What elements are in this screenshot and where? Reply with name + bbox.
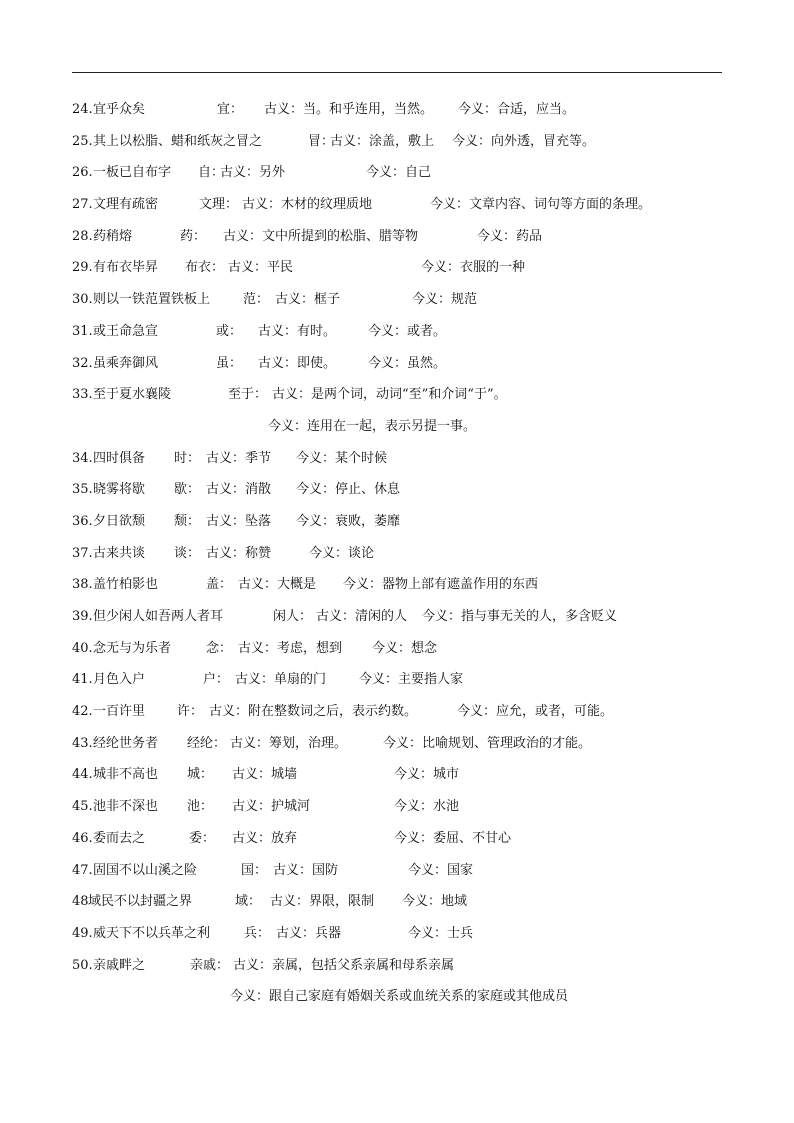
key-word: 户： — [203, 672, 230, 688]
key-word: 池： — [187, 799, 214, 815]
key-word: 范： — [243, 292, 270, 308]
source-phrase: 域民不以封疆之界 — [88, 894, 193, 910]
vocabulary-entry — [72, 256, 732, 288]
modern-meaning: 今义：停止、休息 — [296, 482, 401, 498]
entry-number: 39. — [72, 609, 93, 624]
source-phrase: 则以一铁范置铁板上 — [93, 292, 211, 308]
ancient-meaning: 古义：单扇的门 — [235, 672, 327, 688]
entry-number: 44. — [72, 767, 93, 783]
ancient-meaning: 古义：大概是 — [238, 577, 317, 593]
source-phrase: 月色入户 — [93, 672, 146, 688]
source-phrase: 亲戚畔之 — [93, 957, 146, 973]
entry-number: 47. — [72, 862, 93, 878]
entry-number: 46. — [72, 830, 93, 846]
vocabulary-entry — [72, 637, 732, 669]
modern-meaning: 今义：比喻规划、管理政治的才能。 — [383, 735, 592, 751]
modern-meaning: 今义：应允，或者，可能。 — [457, 704, 614, 720]
ancient-meaning: 古义：附在整数词之后，表示约数。 — [209, 704, 418, 720]
entry-number: 31. — [72, 323, 93, 339]
key-word: 闲人： — [273, 609, 313, 624]
modern-meaning: 今义：器物上部有遮盖作用的东西 — [343, 577, 539, 593]
key-word: 委： — [189, 830, 216, 846]
ancient-meaning: 古义：兵器 — [276, 925, 342, 941]
key-word: 虽： — [216, 355, 243, 371]
key-word: 布衣： — [185, 260, 225, 276]
vocabulary-entry — [72, 668, 732, 700]
ancient-meaning: 古义：国防 — [273, 862, 339, 878]
entry-number: 40. — [72, 640, 93, 656]
key-word: 念： — [206, 640, 233, 656]
entry-number: 42. — [72, 704, 93, 720]
entry-number: 30. — [72, 292, 93, 308]
entry-number: 28. — [72, 228, 93, 244]
key-word: 兵： — [244, 925, 271, 941]
vocabulary-entry — [72, 859, 732, 891]
key-word: 至于： — [228, 387, 268, 403]
vocabulary-entry — [72, 98, 732, 130]
ancient-meaning: 古义：考虑，想到 — [238, 640, 343, 656]
ancient-meaning: 古义：筹划，治理。 — [230, 735, 348, 751]
source-phrase: 但少闲人如吾两人者耳 — [93, 609, 224, 624]
entry-number: 37. — [72, 545, 93, 561]
ancient-meaning: 古义：文中所提到的松脂、腊等物 — [223, 228, 419, 244]
modern-meaning: 今义：委屈、不甘心 — [394, 830, 512, 846]
vocabulary-list — [72, 98, 732, 1017]
key-word: 文理： — [199, 197, 239, 213]
modern-meaning: 今义：药品 — [477, 228, 543, 244]
modern-meaning: 今义：虽然。 — [368, 355, 447, 371]
modern-meaning: 今义：或者。 — [368, 323, 447, 339]
ancient-meaning: 古义：涂盖，敷上 — [330, 133, 435, 149]
source-phrase: 一板已自布字 — [93, 165, 172, 181]
source-phrase: 至于夏水襄陵 — [93, 387, 172, 403]
modern-meaning: 今义：想念 — [372, 640, 438, 656]
ancient-meaning: 古义：放弃 — [232, 830, 298, 846]
vocabulary-entry — [72, 954, 732, 986]
entry-number: 32. — [72, 355, 93, 371]
modern-meaning: 今义：某个时候 — [296, 450, 388, 466]
entry-number: 48 — [72, 894, 89, 910]
source-phrase: 虽乘奔御风 — [93, 355, 159, 371]
modern-meaning: 今义：地域 — [402, 894, 468, 910]
key-word: 经纶： — [187, 735, 227, 751]
modern-meaning: 今义：合适，应当。 — [458, 102, 576, 117]
entry-number: 29. — [72, 260, 93, 276]
source-phrase: 四时俱备 — [93, 450, 146, 466]
ancient-meaning: 古义：木材的纹理质地 — [242, 197, 373, 213]
source-phrase: 晓雾将歇 — [93, 482, 146, 498]
modern-meaning: 今义：文章内容、词句等方面的条理。 — [430, 197, 652, 213]
vocabulary-entry — [72, 827, 732, 859]
source-phrase: 委而去之 — [93, 830, 146, 846]
source-phrase: 池非不深也 — [93, 799, 159, 815]
entry-number: 45. — [72, 799, 93, 815]
entry-number: 26. — [72, 165, 93, 181]
source-phrase: 城非不高也 — [93, 767, 159, 783]
vocabulary-entry — [72, 890, 732, 922]
vocabulary-entry — [72, 795, 732, 827]
modern-meaning-continuation: 今义：连用在一起，表示另提一事。 — [268, 418, 477, 434]
source-phrase: 念无与为乐者 — [93, 640, 172, 656]
ancient-meaning: 古义：坠落 — [206, 513, 272, 529]
ancient-meaning: 古义：有时。 — [258, 323, 337, 339]
vocabulary-entry — [72, 922, 732, 954]
source-phrase: 盖竹柏影也 — [93, 577, 159, 593]
ancient-meaning: 古义：界限，限制 — [270, 894, 375, 910]
key-word: 自： — [198, 165, 225, 181]
modern-meaning: 今义：城市 — [394, 767, 460, 783]
modern-meaning: 今义：谈论 — [309, 545, 375, 561]
vocabulary-entry — [72, 763, 732, 795]
vocabulary-entry — [72, 447, 732, 479]
entry-number: 36. — [72, 513, 93, 529]
entry-number: 50. — [72, 957, 93, 973]
source-phrase: 其上以松脂、蜡和纸灰之冒之 — [93, 133, 263, 149]
key-word: 药： — [180, 228, 207, 244]
entry-number: 27. — [72, 197, 93, 213]
vocabulary-entry — [72, 288, 732, 320]
key-word: 国： — [241, 862, 268, 878]
key-word: 时： — [174, 450, 201, 466]
ancient-meaning: 古义：平民 — [228, 260, 294, 276]
ancient-meaning: 古义：亲属，包括父系亲属和母系亲属 — [233, 957, 455, 973]
entry-number: 33. — [72, 387, 93, 403]
vocabulary-entry — [72, 161, 732, 193]
vocabulary-entry — [72, 130, 732, 162]
ancient-meaning: 古义：即使。 — [258, 355, 337, 371]
modern-meaning: 今义：指与事无关的人，多含贬义 — [422, 609, 618, 624]
entry-number: 43. — [72, 735, 93, 751]
ancient-meaning: 古义：季节 — [206, 450, 272, 466]
entry-number: 41. — [72, 672, 93, 688]
ancient-meaning: 古义：另外 — [220, 165, 286, 181]
modern-meaning: 今义：衣服的一种 — [421, 260, 526, 276]
key-word: 冒： — [308, 133, 335, 149]
key-word: 亲戚： — [190, 957, 230, 973]
ancient-meaning: 古义：城墙 — [232, 767, 298, 783]
source-phrase: 夕日欲颓 — [93, 513, 146, 529]
ancient-meaning: 古义：消散 — [206, 482, 272, 498]
source-phrase: 固国不以山溪之险 — [93, 862, 198, 878]
source-phrase: 或王命急宣 — [93, 323, 159, 339]
vocabulary-entry — [72, 320, 732, 352]
source-phrase: 药稍熔 — [93, 228, 133, 244]
key-word: 歇： — [174, 482, 201, 498]
vocabulary-entry — [72, 478, 732, 510]
vocabulary-entry — [72, 573, 732, 605]
vocabulary-entry — [72, 352, 732, 384]
ancient-meaning: 古义：护城河 — [232, 799, 311, 815]
entry-number: 25. — [72, 133, 93, 149]
ancient-meaning: 古义：当。和乎连用，当然。 — [264, 102, 434, 117]
vocabulary-entry — [72, 542, 732, 574]
source-phrase: 宜乎众矣 — [93, 102, 146, 117]
vocabulary-entry — [72, 510, 732, 542]
vocabulary-entry — [72, 193, 732, 225]
vocabulary-entry — [72, 700, 732, 732]
source-phrase: 古来共谈 — [93, 545, 146, 561]
vocabulary-entry — [72, 225, 732, 257]
modern-meaning: 今义：向外透，冒充等。 — [452, 133, 596, 149]
source-phrase: 威天下不以兵革之利 — [93, 925, 211, 941]
entry-number: 34. — [72, 450, 93, 466]
modern-meaning: 今义：自己 — [366, 165, 432, 181]
modern-meaning: 今义：水池 — [394, 799, 460, 815]
key-word: 盖： — [206, 577, 233, 593]
modern-meaning: 今义：国家 — [408, 862, 474, 878]
vocabulary-entry — [72, 383, 732, 415]
key-word: 城： — [187, 767, 214, 783]
key-word: 或： — [216, 323, 243, 339]
key-word: 谈： — [174, 545, 201, 561]
ancient-meaning: 古义：是两个词，动词“至”和介词“于”。 — [272, 387, 507, 403]
ancient-meaning: 古义：称赞 — [206, 545, 272, 561]
modern-meaning: 今义：士兵 — [408, 925, 474, 941]
source-phrase: 经纶世务者 — [93, 735, 159, 751]
modern-meaning: 今义：衰败，萎靡 — [296, 513, 401, 529]
ancient-meaning: 古义：清闲的人 — [316, 609, 408, 624]
entry-number: 49. — [72, 925, 93, 941]
entry-number: 38. — [72, 577, 93, 593]
modern-meaning-continuation: 今义：跟自己家庭有婚姻关系或血统关系的家庭或其他成员 — [230, 989, 569, 1005]
vocabulary-entry — [72, 732, 732, 764]
vocabulary-entry — [72, 605, 732, 637]
modern-meaning: 今义：主要指人家 — [359, 672, 464, 688]
source-phrase: 一百许里 — [93, 704, 146, 720]
key-word: 域： — [235, 894, 262, 910]
source-phrase: 有布衣毕昇 — [93, 260, 159, 276]
key-word: 许： — [177, 704, 204, 720]
modern-meaning: 今义：规范 — [412, 292, 478, 308]
key-word: 颓： — [174, 513, 201, 529]
source-phrase: 文理有疏密 — [93, 197, 159, 213]
header-rule — [72, 72, 722, 73]
ancient-meaning: 古义：框子 — [275, 292, 341, 308]
key-word: 宜： — [217, 102, 244, 117]
entry-number: 35. — [72, 482, 93, 498]
entry-number: 24. — [72, 102, 93, 117]
